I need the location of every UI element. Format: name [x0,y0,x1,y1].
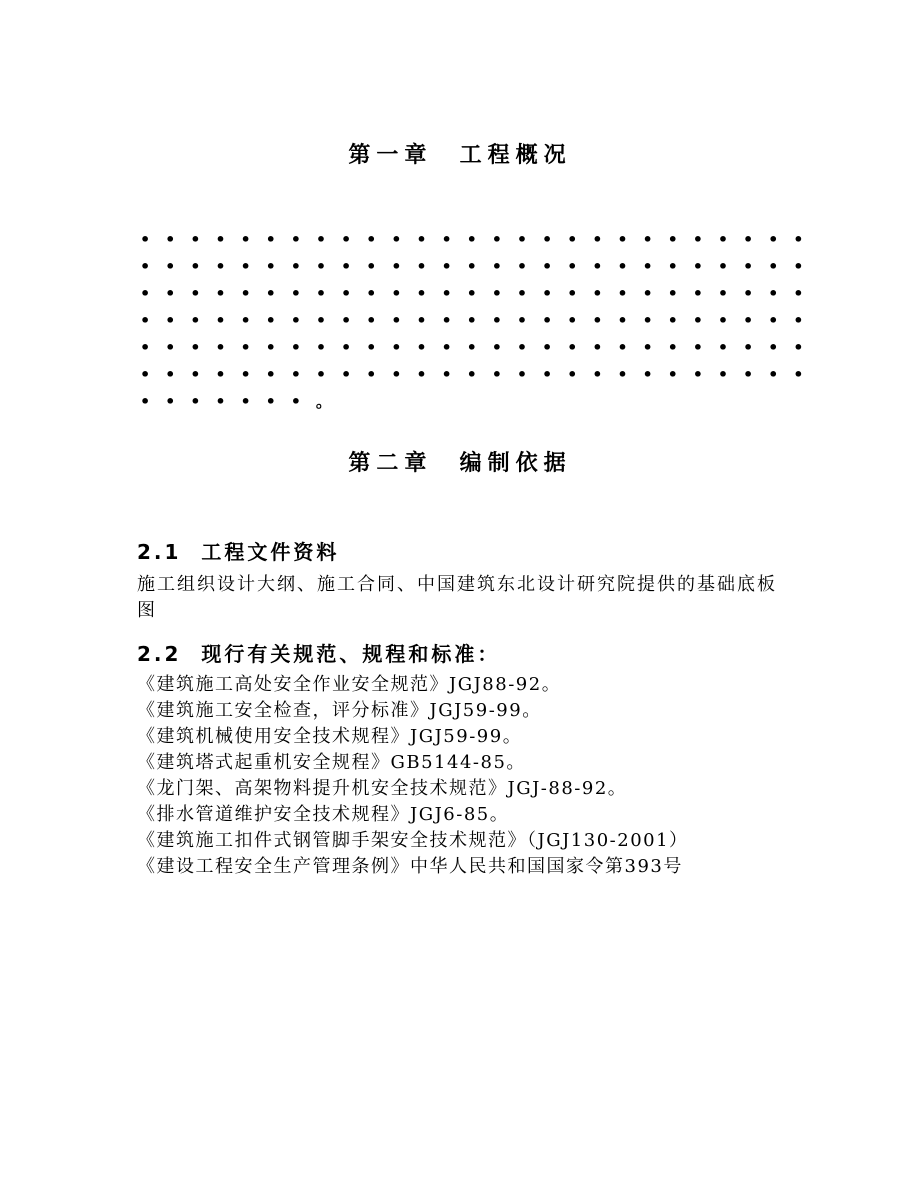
list-item: 《建筑施工高处安全作业安全规范》JGJ88-92。 [137,674,562,695]
list-item: 《建筑施工扣件式钢管脚手架安全技术规范》（JGJ130-2001） [137,830,689,851]
list-item: 《建筑施工安全检查，评分标准》JGJ59-99。 [137,700,542,721]
chapter-1-title: 第一章 工程概况 [348,143,572,168]
dot-row: ••••••••••••••••••••••••••• [140,230,819,249]
chapter-2-title: 第二章 编制依据 [348,451,572,476]
dot-row: ••••••••••••••••••••••••••• [140,338,819,357]
dot-row: ••••••••••••••••••••••••••• [140,257,819,276]
section-2-2-heading: 2.2 现行有关规范、规程和标准： [137,642,501,666]
section-2-1-heading: 2.1 工程文件资料 [137,540,340,564]
dot-leader-block [140,226,819,415]
list-item: 《龙门架、高架物料提升机安全技术规范》JGJ-88-92。 [137,778,628,799]
dot-row: ••••••••••••••••••••••••••• [140,284,819,303]
section-2-1-text: 施工组织设计大纲、施工合同、中国建筑东北设计研究院提供的基础底板图 [137,574,777,621]
list-item: 《排水管道维护安全技术规程》JGJ6-85。 [137,804,510,825]
standards-list [137,672,797,880]
dot-row: ••••••••••••••••••••••••••• [140,311,819,330]
dot-row: ••••••••••••••••••••••••••• [140,365,819,384]
list-item: 《建设工程安全生产管理条例》中华人民共和国国家令第393号 [137,856,683,877]
list-item: 《建筑塔式起重机安全规程》GB5144-85。 [137,752,526,773]
list-item: 《建筑机械使用安全技术规程》JGJ59-99。 [137,726,523,747]
dot-row: •••••••。 [140,392,347,411]
